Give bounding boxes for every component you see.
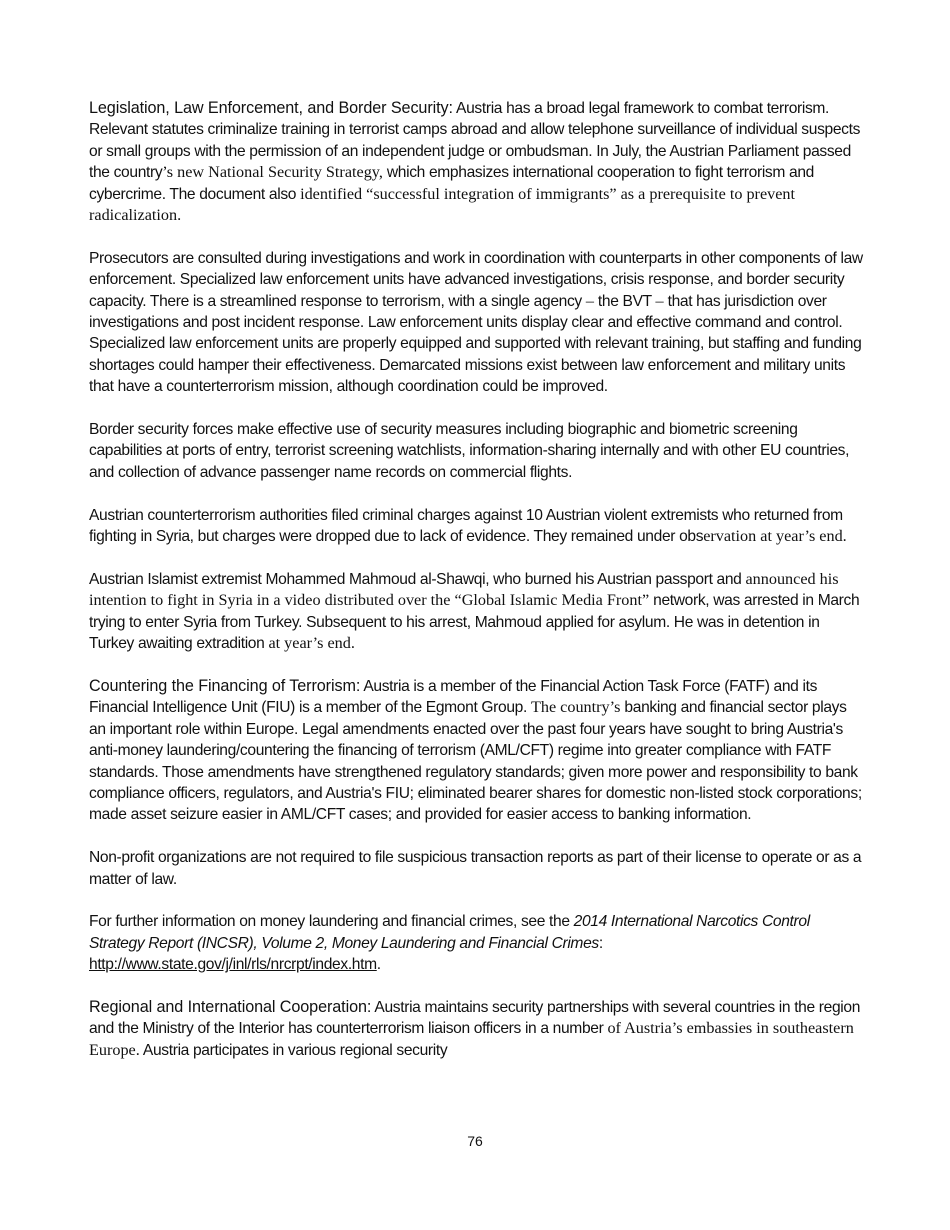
section-heading-financing: Countering the Financing of Terrorism: bbox=[89, 676, 361, 695]
paragraph-prosecutors bbox=[89, 248, 864, 398]
document-body bbox=[89, 98, 864, 1083]
paragraph-text: which emphasizes international cooperation to fight terrorism and cybercrime. The document also bbox=[89, 164, 814, 203]
paragraph-border-security bbox=[89, 419, 864, 483]
paragraph-charges bbox=[89, 505, 864, 548]
paragraph-text: the BVT bbox=[593, 292, 656, 310]
incsr-link[interactable]: http://www.state.gov/j/inl/rls/nrcrpt/index.htm bbox=[89, 956, 377, 974]
paragraph-text: Austria has a broad legal framework to combat terrorism. Relevant statutes criminalize training in terrorist camps abroad and allow telephone surveillance of individual suspects or small groups with the permission of an independent judge or ombudsman. In July, the Austrian Parliament passed the country bbox=[89, 100, 861, 182]
paragraph-text: Prosecutors are consulted during investigations and work in coordination with counterparts in other components of law enforcement. Specialized law enforcement units have advanced investigations, crisis response, and border security capacity. There is a streamlined response to terrorism, with a single agency bbox=[89, 249, 863, 310]
paragraph-text: Austrian Islamist extremist Mohammed Mahmoud al-Shawqi, who burned his Austrian passport and bbox=[89, 570, 746, 588]
paragraph-text: – bbox=[655, 291, 664, 310]
page-number: 76 bbox=[467, 1133, 483, 1149]
paragraph-text: ervation at year’s end. bbox=[703, 527, 847, 546]
paragraph-text: announced his intention to fight in Syria in a video distributed over the “Global Islamic Media Front” bbox=[89, 569, 839, 610]
paragraph-text: Austria maintains security partnerships with several countries in the region and the Ministry of the Interior has counterterrorism liaison officers in a number bbox=[89, 998, 861, 1038]
paragraph-text: that has jurisdiction over investigations and post incident response. Law enforcement units display clear and effective command and control. Specialized law enforcement units are properly equipped and supported with relevant training, but staffing and funding shortages could hamper their effectiveness. Demarcated missions exist between law enforcement and military units that have a counterterrorism mission, although coordination could be improved. bbox=[89, 292, 862, 396]
report-title: 2014 International Narcotics Control Strategy Report (INCSR), Volume 2, Money Laundering and Financial Crimes bbox=[89, 913, 810, 952]
paragraph-text: Austria participates in various regional security bbox=[139, 1041, 448, 1059]
paragraph-legislation bbox=[89, 98, 864, 226]
paragraph-al-shawqi bbox=[89, 569, 864, 655]
paragraph-text: Austria is a member of the Financial Action Task Force (FATF) and its Financial Intelligence Unit (FIU) is a member of the Egmont Group. bbox=[89, 677, 818, 717]
paragraph-text: network, was arrested in March trying to enter Syria from Turkey. Subsequent to his arrest, Mahmoud applied for asylum. He was in detention in Turkey awaiting extradition bbox=[89, 592, 860, 653]
paragraph-text: The country’s bbox=[530, 698, 621, 717]
paragraph-financing bbox=[89, 676, 864, 826]
section-heading-regional: Regional and International Cooperation: bbox=[89, 997, 372, 1016]
paragraph-text: identified “successful integration of immigrants” as a prerequisite to prevent radicalization. bbox=[89, 184, 795, 225]
paragraph-text: Border security forces make effective use of security measures including biographic and biometric screening capabilities at ports of entry, terrorist screening watchlists, information-sharing internally and with other EU countries, and collection of advance passenger name records on commercial flights. bbox=[89, 421, 850, 481]
section-heading-legislation: Legislation, Law Enforcement, and Border Security: bbox=[89, 99, 453, 117]
paragraph-text: banking and financial sector plays an important role within Europe. Legal amendments enacted over the past four years have sought to bring Austria's anti-money laundering/countering the financing of terrorism (AML/CFT) regime into greater compliance with FATF standards. Those amendments have strengthened regulatory standards; given more power and responsibility to bank compliance officers, regulators, and Austria's FIU; eliminated bearer shares for domestic non-listed stock corporations; made asset seizure easier in AML/CFT cases; and provided for easier access to banking information. bbox=[89, 699, 862, 824]
paragraph-text: Non-profit organizations are not required to file suspicious transaction reports as part of their license to operate or as a matter of law. bbox=[89, 849, 862, 888]
paragraph-text: – bbox=[585, 291, 594, 310]
paragraph-text: : bbox=[598, 934, 603, 952]
paragraph-text: ’s new National Security Strategy, bbox=[162, 163, 383, 182]
paragraph-regional bbox=[89, 997, 864, 1061]
paragraph-text: Austrian counterterrorism authorities filed criminal charges against 10 Austrian violent extremists who returned from fighting in Syria, but charges were dropped due to lack of evidence. They remained under obs bbox=[89, 506, 843, 546]
paragraph-text: at year’s end. bbox=[268, 634, 355, 653]
paragraph-text: of Austria’s embassies in southeastern Europe. bbox=[89, 1019, 854, 1059]
paragraph-text: For further information on money laundering and financial crimes, see the bbox=[89, 913, 574, 931]
paragraph-text: . bbox=[376, 956, 381, 974]
paragraph-non-profit bbox=[89, 847, 864, 890]
paragraph-further-info bbox=[89, 911, 864, 975]
